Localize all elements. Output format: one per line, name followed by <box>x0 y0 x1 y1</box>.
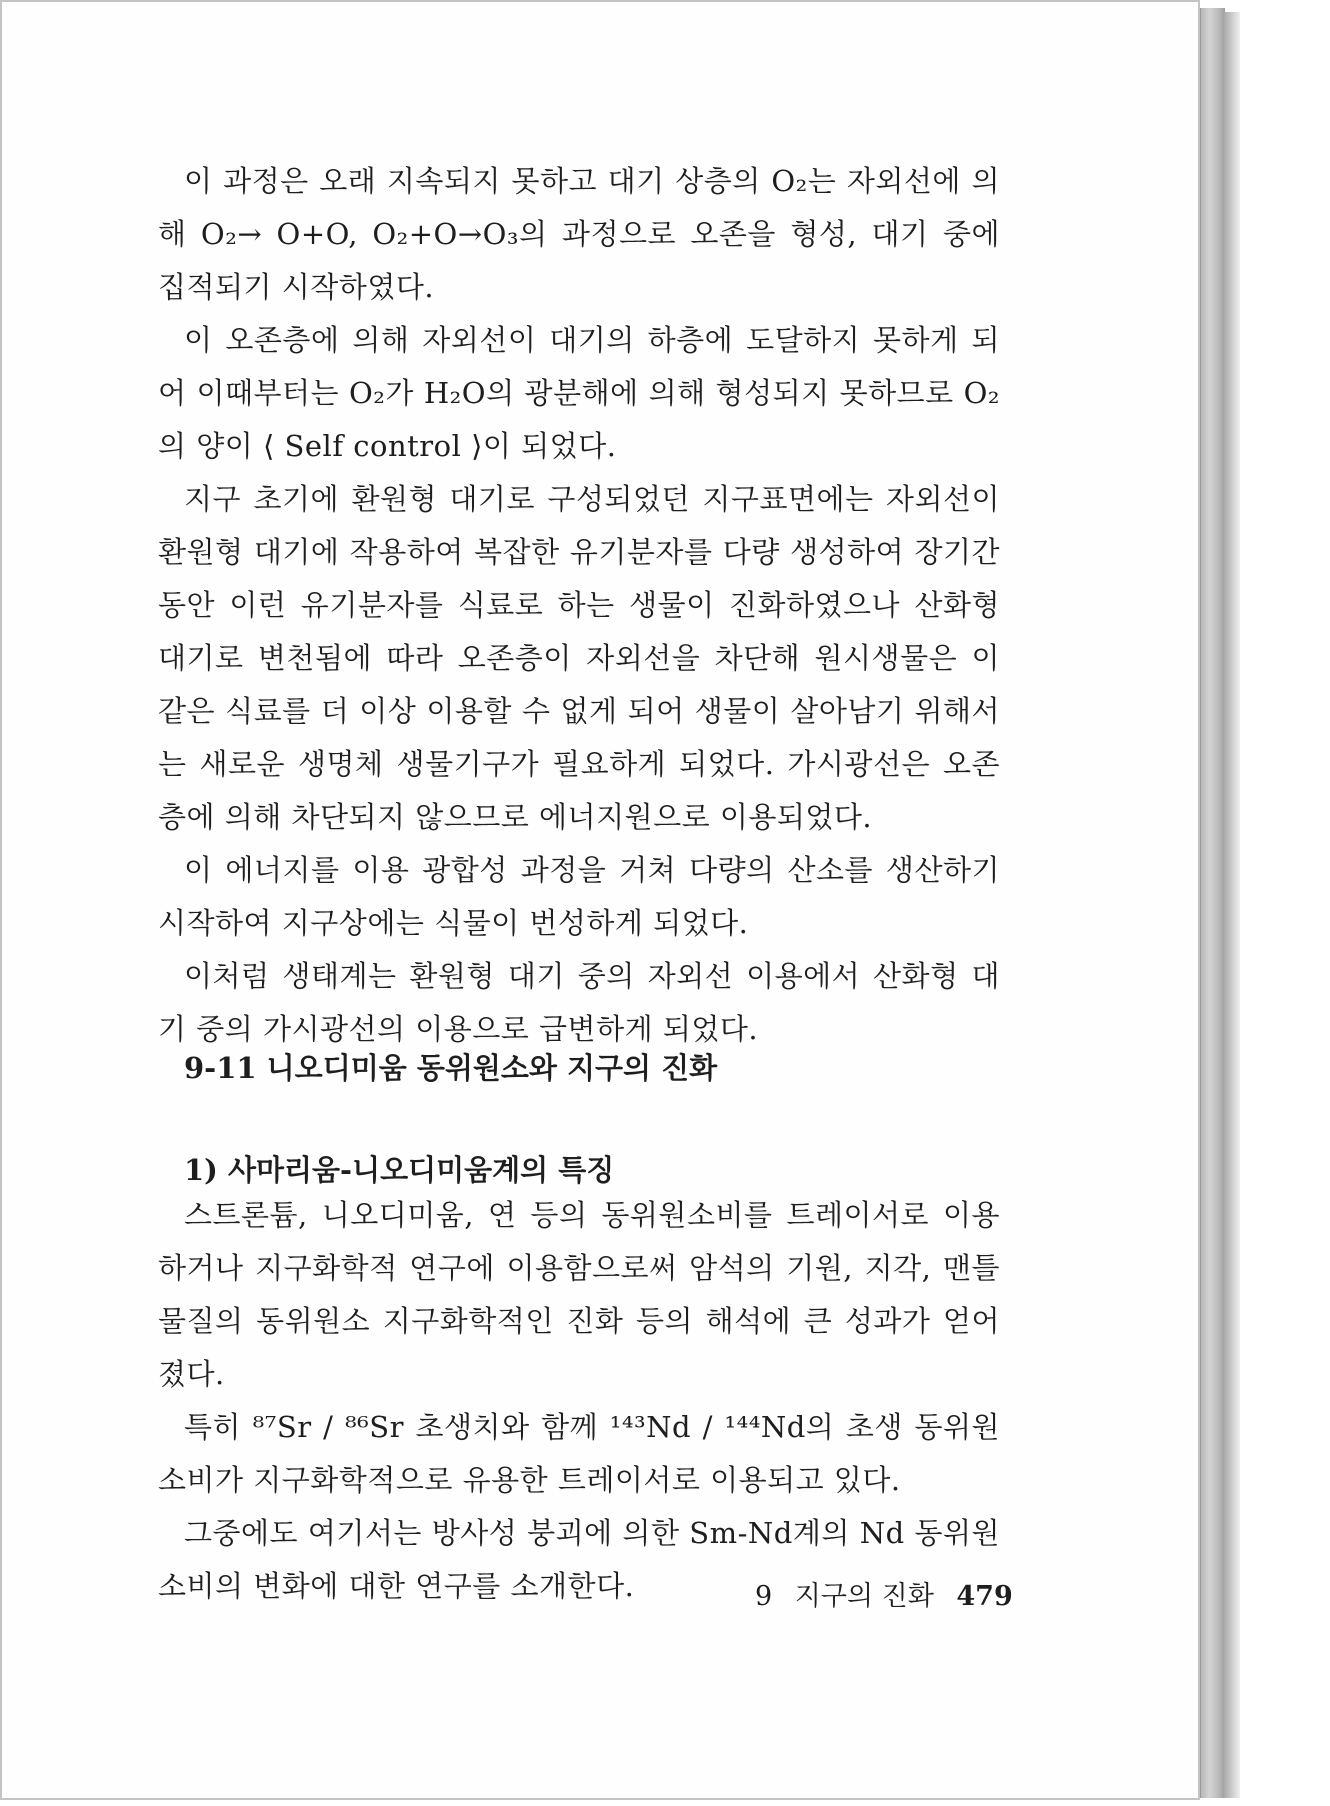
page-shadow <box>1224 12 1240 1798</box>
paragraph: 그중에도 여기서는 방사성 붕괴에 의한 Sm-Nd계의 Nd 동위원소비의 변화에 대한 연구를 소개한다. <box>158 1516 1000 1603</box>
paragraph: 이 과정은 오래 지속되지 못하고 대기 상층의 O₂는 자외선에 의해 O₂→ O+O, O₂+O→O₃의 과정으로 오존을 형성, 대기 중에 집적되기 시작하였다. <box>158 164 1000 304</box>
paragraph: 지구 초기에 환원형 대기로 구성되었던 지구표면에는 자외선이 환원형 대기에 작용하여 복잡한 유기분자를 다량 생성하여 장기간 동안 이런 유기분자를 식료로 하는 생물이 진화하였으나 산화형 대기로 변천됨에 따라 오존층이 자외선을 차단해 원시생물은 이 같은 식료를 더 이상 이용할 수 없게 되어 생물이 살아남기 위해서는 새로운 생명체 생물기구가 필요하게 되었다. 가시광선은 오존층에 의해 차단되지 않으므로 에너지원으로 이용되었다. <box>158 482 1000 834</box>
section-neodymium-text <box>158 1189 1000 1613</box>
paragraph: 특히 ⁸⁷Sr / ⁸⁶Sr 초생치와 함께 ¹⁴³Nd / ¹⁴⁴Nd의 초생 동위원소비가 지구화학적으로 유용한 트레이서로 이용되고 있다. <box>158 1410 1000 1497</box>
page-number: 479 <box>956 1581 1013 1612</box>
chapter-title: 지구의 진화 <box>794 1581 934 1612</box>
section-ozone-text <box>158 155 1000 1056</box>
paragraph: 이 에너지를 이용 광합성 과정을 거쳐 다량의 산소를 생산하기 시작하여 지구상에는 식물이 번성하게 되었다. <box>158 853 1000 940</box>
page-edge <box>1200 8 1225 1798</box>
chapter-number: 9 <box>755 1581 773 1612</box>
page-footer <box>755 1579 1013 1615</box>
section-heading: 9-11 니오디미움 동위원소와 지구의 진화 <box>184 1051 718 1085</box>
paragraph: 스트론튬, 니오디미움, 연 등의 동위원소비를 트레이서로 이용하거나 지구화학적 연구에 이용함으로써 암석의 기원, 지각, 맨틀물질의 동위원소 지구화학적인 진화 등의 해석에 큰 성과가 얻어졌다. <box>158 1198 1000 1391</box>
subsection-heading: 1) 사마리움-니오디미움계의 특징 <box>184 1153 615 1187</box>
paragraph: 이처럼 생태계는 환원형 대기 중의 자외선 이용에서 산화형 대기 중의 가시광선의 이용으로 급변하게 되었다. <box>158 959 1000 1046</box>
paragraph: 이 오존층에 의해 자외선이 대기의 하층에 도달하지 못하게 되어 이때부터는 O₂가 H₂O의 광분해에 의해 형성되지 못하므로 O₂의 양이 ⟨ Self control ⟩이 되었다. <box>158 323 1000 463</box>
